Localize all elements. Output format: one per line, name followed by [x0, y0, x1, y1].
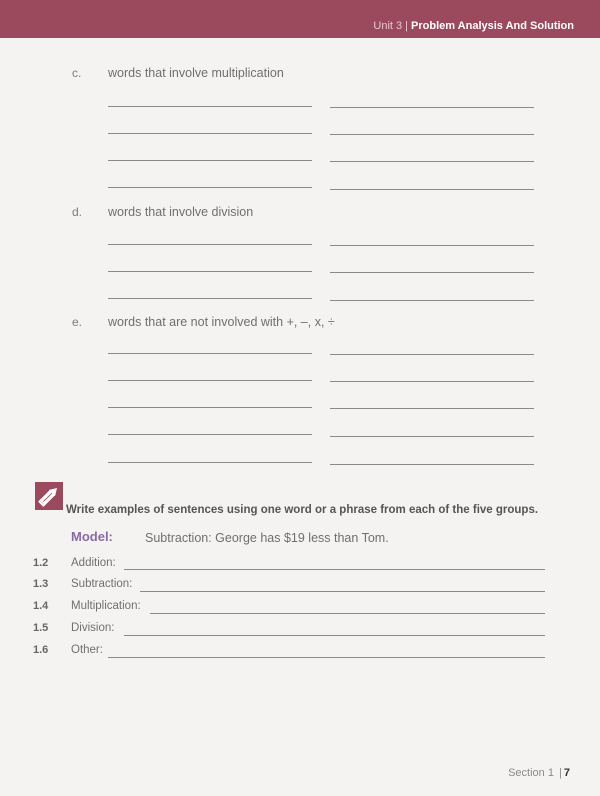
model-example-text: Subtraction: George has $19 less than Tom.: [145, 531, 389, 545]
unit-label: Unit 3: [373, 20, 403, 32]
other-answer-line[interactable]: [108, 657, 545, 658]
pencil-icon: [35, 482, 63, 510]
answer-line[interactable]: [108, 271, 312, 272]
answer-line[interactable]: [330, 300, 534, 301]
answer-line[interactable]: [330, 161, 534, 162]
page-number: 7: [563, 767, 570, 779]
answer-line[interactable]: [330, 107, 534, 108]
item-e-letter: e.: [72, 315, 83, 329]
division-answer-line[interactable]: [124, 635, 545, 636]
answer-line[interactable]: [330, 245, 534, 246]
answer-line[interactable]: [108, 187, 312, 188]
answer-line[interactable]: [108, 407, 312, 408]
section-label: Section 1: [508, 767, 554, 779]
multiplication-answer-line[interactable]: [150, 613, 545, 614]
item-d-text: words that involve division: [108, 205, 254, 219]
answer-line[interactable]: [108, 353, 312, 354]
header-separator: |: [405, 20, 409, 32]
footer-separator: |: [559, 767, 562, 779]
question-label-addition: Addition:: [71, 557, 116, 569]
unit-title: Problem Analysis And Solution: [411, 20, 574, 32]
answer-line[interactable]: [108, 106, 312, 107]
answer-line[interactable]: [330, 272, 534, 273]
question-number: 1.6: [33, 644, 49, 656]
page-footer: [508, 767, 570, 779]
answer-line[interactable]: [330, 408, 534, 409]
answer-line[interactable]: [108, 298, 312, 299]
item-d-letter: d.: [72, 205, 83, 219]
addition-answer-line[interactable]: [124, 569, 545, 570]
question-label-other: Other:: [71, 644, 103, 656]
answer-line[interactable]: [108, 160, 312, 161]
question-number: 1.4: [33, 600, 49, 612]
question-number: 1.5: [33, 622, 49, 634]
question-number: 1.2: [33, 557, 49, 569]
model-label: Model:: [71, 529, 113, 544]
question-label-division: Division:: [71, 622, 115, 634]
question-label-subtraction: Subtraction:: [71, 578, 133, 590]
answer-line[interactable]: [108, 380, 312, 381]
answer-line[interactable]: [330, 436, 534, 437]
answer-line[interactable]: [108, 244, 312, 245]
instruction-text: Write examples of sentences using one word or a phrase from each of the five groups.: [66, 504, 539, 516]
answer-line[interactable]: [330, 189, 534, 190]
answer-line[interactable]: [108, 462, 312, 463]
answer-line[interactable]: [108, 133, 312, 134]
answer-line[interactable]: [108, 434, 312, 435]
item-c-letter: c.: [72, 66, 82, 80]
pencil-icon-graphic: [35, 482, 63, 510]
answer-line[interactable]: [330, 134, 534, 135]
item-c-text: words that involve multiplication: [108, 66, 284, 80]
answer-line[interactable]: [330, 464, 534, 465]
question-number: 1.3: [33, 578, 49, 590]
subtraction-answer-line[interactable]: [140, 591, 545, 592]
question-label-multiplication: Multiplication:: [71, 600, 141, 612]
answer-line[interactable]: [330, 354, 534, 355]
answer-line[interactable]: [330, 381, 534, 382]
unit-header-bar: [0, 0, 600, 38]
item-e-text: words that are not involved with +, –, x, ÷: [108, 315, 335, 329]
header-text: [373, 20, 574, 32]
